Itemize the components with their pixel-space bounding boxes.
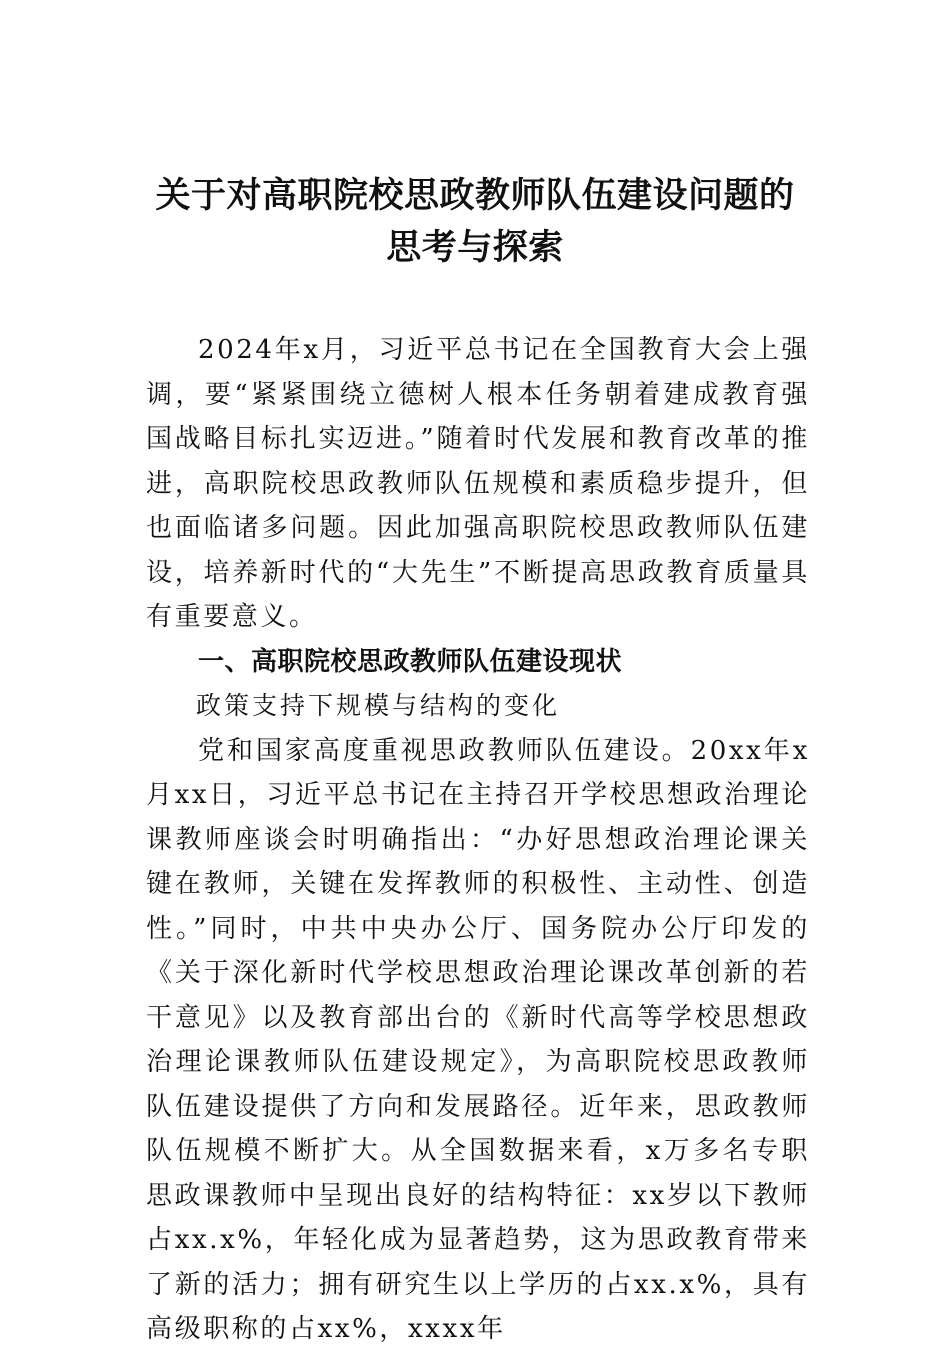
section-paragraph: 党和国家高度重视思政教师队伍建设。20xx年x月xx日，习近平总书记在主持召开学校思想政治理论课教师座谈会时明确指出：“办好思想政治理论课关键在教师，关键在发挥教师的积极性、主动性、创造性。”同时，中共中央办公厅、国务院办公厅印发的《关于深化新时代学校思想政治理论课改革创新的若干意见》以及教育部出台的《新时代高等学校思想政治理论课教师队伍建设规定》，为高职院校思政教师队伍建设提供了方向和发展路径。近年来，思政教师队伍规模不断扩大。从全国数据来看，x万多名专职思政课教师中呈现出良好的结构特征：xx岁以下教师占xx.x%，年轻化成为显著趋势，这为思政教育带来了新的活力；拥有研究生以上学历的占xx.x%，具有高级职称的占xx%，xxxx年 xyxy=(146,735,810,1344)
title-line-1: 关于对高职院校思政教师队伍建设问题的 xyxy=(155,175,795,216)
title-line-2: 思考与探索 xyxy=(386,227,564,268)
section-heading: 一、高职院校思政教师队伍建设现状 xyxy=(198,646,623,677)
section-subheading: 政策支持下规模与结构的变化 xyxy=(196,691,561,720)
intro-paragraph: 2024年x月，习近平总书记在全国教育大会上强调，要“紧紧围绕立德树人根本任务朝着建成教育强国战略目标扎实迈进。”随着时代发展和教育改革的推进，高职院校思政教师队伍规模和素质稳步提升，但也面临诸多问题。因此加强高职院校思政教师队伍建设，培养新时代的“大先生”不断提高思政教育质量具有重要意义。 xyxy=(146,335,810,632)
document-title xyxy=(100,170,850,274)
document-body xyxy=(146,328,810,1352)
